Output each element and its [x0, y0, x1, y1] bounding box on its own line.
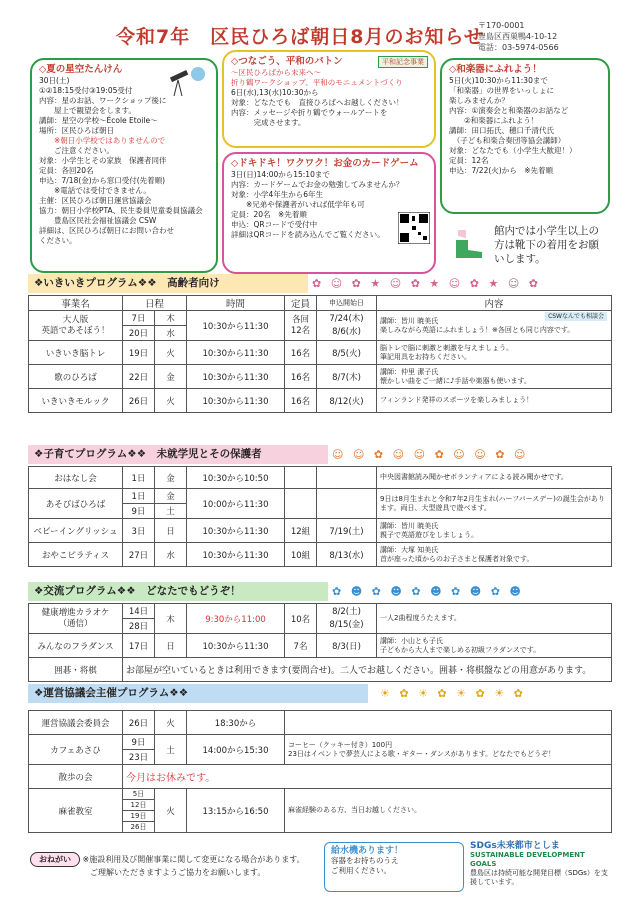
capacity: 10組 — [285, 543, 317, 567]
capacity: 12組 — [285, 519, 317, 543]
capacity: 16名 — [285, 341, 317, 365]
table-row — [29, 467, 612, 489]
event-name: 囲碁・将棋 — [29, 658, 123, 682]
capacity: 16名 — [285, 389, 317, 413]
money-line: 3日(日)14:00から15:10まで — [231, 170, 330, 179]
event-name: みんなのフラダンス — [29, 634, 123, 658]
star-line: 対象：小学生とその家族 保護者同伴 — [39, 156, 167, 165]
day: 12日 — [123, 800, 155, 811]
event-name: いきいきモルック — [29, 389, 123, 413]
event-name: 大人版 英語であそぼう！ — [29, 311, 123, 341]
capacity: 10名 — [285, 604, 317, 634]
day: 1日 — [123, 467, 155, 489]
council-table — [28, 710, 612, 833]
weekday: 日 — [155, 519, 187, 543]
apply-date: 8/2(土) 8/15(金) — [317, 604, 377, 634]
event-desc: 麻雀経験のある方、当日お越しください。 — [285, 789, 612, 833]
star-line: ※電話では受付できません。 — [39, 186, 151, 195]
notice-text-1: ※施設利用及び開催事業に関して変更になる場合があります。 — [82, 855, 305, 864]
sdgs-goals: SUSTAINABLE DEVELOPMENT GOALS — [470, 851, 585, 868]
money-line: 申込：QRコードで受付中 — [231, 220, 318, 229]
peace-tag: 平和記念事業 — [378, 56, 428, 68]
weekday: 水 — [155, 543, 187, 567]
day: 9日 — [123, 735, 155, 750]
section-elder-header: ❖いきいきプログラム❖❖ 高齢者向け — [28, 274, 308, 293]
star-line: 内容：星のお話、ワークショップ後に — [39, 96, 167, 105]
section-kids-header: ❖子育てプログラム❖❖ 未就学児とその保護者 — [28, 445, 328, 464]
capacity: 16名 — [285, 365, 317, 389]
exchange-table — [28, 603, 612, 682]
sdgs-block — [470, 842, 612, 894]
weekday: 日 — [155, 634, 187, 658]
weekday: 水 — [155, 326, 187, 341]
day: 14日 — [123, 604, 155, 619]
event-name: あそびばひろば — [29, 489, 123, 519]
money-line: 対象：小学4年生から6年生 — [231, 190, 324, 199]
event-desc: お部屋が空いているときは利用できます(要問合せ)。二人でお越しください。囲碁・将棋盤などの用意があります。 — [123, 658, 612, 682]
star-line: 30日(土) — [39, 76, 70, 85]
col-header-capacity: 定員 — [285, 296, 317, 311]
weekday: 金 — [155, 365, 187, 389]
time: 10:30から11:30 — [187, 543, 285, 567]
day: 22日 — [123, 365, 155, 389]
time: 10:30から10:50 — [187, 467, 285, 489]
peace-line: 6日(水),13(水)10:30から — [231, 88, 319, 97]
weekday: 火 — [155, 389, 187, 413]
table-row — [29, 543, 612, 567]
footer-notice — [30, 852, 310, 878]
apply-date — [317, 489, 377, 519]
day: 7日 — [123, 311, 155, 326]
star-event-title: ◇夏の星空たんけん — [39, 64, 123, 75]
table-row — [29, 604, 612, 619]
japanese-instruments-details — [449, 76, 601, 176]
qr-code-icon[interactable] — [398, 212, 430, 244]
table-row — [29, 341, 612, 365]
star-line: ご注意ください。 — [39, 146, 114, 155]
peace-event-title: ◇つなごう、平和のバトン — [231, 56, 343, 67]
time: 13:15から16:50 — [187, 789, 285, 833]
time: 18:30から — [187, 711, 285, 735]
elder-table — [28, 295, 612, 413]
table-row — [29, 735, 612, 750]
notice-text-2: ご理解いただきますようご協力をお願いします。 — [82, 868, 266, 877]
kids-table — [28, 466, 612, 567]
time: 10:00から11:30 — [187, 489, 285, 519]
star-line: 定員：各回20名 — [39, 166, 94, 175]
table-row — [29, 389, 612, 413]
jp-line: 講師：田口拓氏、穂口千清代氏 — [449, 126, 554, 135]
weekday: 木 — [155, 604, 187, 634]
jp-line: 定員：12名 — [449, 156, 489, 165]
peace-line: 対象：どなたでも 直接ひろばへお越しください！ — [231, 98, 404, 107]
table-row — [29, 658, 612, 682]
event-name: 散歩の会 — [29, 765, 123, 789]
star-line: ください。 — [39, 236, 77, 245]
event-name: おはなし会 — [29, 467, 123, 489]
money-line: ※兄弟や保護者がいれば低学年も可 — [231, 200, 365, 209]
address: 豊島区西巣鴨4-10-12 — [478, 32, 558, 41]
event-name: 運営協議会委員会 — [29, 711, 123, 735]
day: 28日 — [123, 619, 155, 634]
day: 20日 — [123, 326, 155, 341]
weekday: 火 — [155, 789, 187, 833]
col-header-date: 日程 — [123, 296, 187, 311]
jp-line: ②和楽器にふれよう！ — [449, 116, 539, 125]
peace-event-details — [231, 88, 427, 128]
money-line: 内容：カードゲームでお金の勉強してみませんか？ — [231, 180, 404, 189]
zip-code: 〒170-0001 — [478, 21, 525, 30]
star-line: ①②18:15受付③19:05受付 — [39, 86, 133, 95]
star-line: 主催：区民ひろば朝日運営協議会 — [39, 196, 152, 205]
money-game-title: ◇ドキドキ！ワクワク！お金のカードゲーム — [231, 158, 419, 169]
time: 10:30から11:30 — [187, 365, 285, 389]
star-line: 詳細は、区民ひろば朝日にお問い合わせ — [39, 226, 174, 235]
capacity — [285, 489, 317, 519]
event-desc: 講師：仲里 潔子氏 懐かしい曲をご一緒に♪手話や楽器も使います。 — [377, 365, 612, 389]
col-header-name: 事業名 — [29, 296, 123, 311]
address-block — [478, 20, 559, 53]
event-desc: コーヒー（クッキー付き）100円 23日はイベントで夢芸人による歌・ギター・ダンスがあります。どなたでもどうぞ！ — [285, 735, 612, 765]
event-name: 歌のひろば — [29, 365, 123, 389]
event-name: カフェあさひ — [29, 735, 123, 765]
event-desc: 9日は8月生まれと令和7年2月生まれ(ハーフバースデー)の誕生会があります。両日、大型遊具で遊べます。 — [377, 489, 612, 519]
day: 3日 — [123, 519, 155, 543]
rest-notice: 今月はお休みです。 — [123, 765, 612, 789]
day: 1日 — [123, 489, 155, 504]
event-desc: 講師：皆川 暁美氏 親子で英語遊びをしましょう。 — [377, 519, 612, 543]
event-desc: 講師：小山とも子氏 子どもから大人まで楽しめる初級フラダンスです。 — [377, 634, 612, 658]
day: 27日 — [123, 543, 155, 567]
page-title: 令和7年 区民ひろば朝日8月のお知らせ — [116, 26, 484, 48]
peace-event-box — [222, 50, 436, 148]
day: 17日 — [123, 634, 155, 658]
day: 9日 — [123, 504, 155, 519]
day: 5日 — [123, 789, 155, 800]
jp-line: 申込：7/22(火)から ※先着順 — [449, 166, 553, 175]
telescope-icon — [168, 64, 208, 98]
peace-subtitle: ～区民ひろばから未来へ～ — [231, 68, 321, 77]
event-name: ベビーイングリッシュ — [29, 519, 123, 543]
section-council-header: ❖運営協議会主催プログラム❖❖ — [28, 684, 368, 703]
table-row — [29, 711, 612, 735]
desc-text: 講師：皆川 暁美氏 楽しみながら英語にふれましょう！※各回とも同じ内容です。 — [380, 316, 575, 334]
peace-line: 内容：メッセージや折り鶴でウォールアートを — [231, 108, 388, 117]
event-name: 健康増進カラオケ （通信） — [29, 604, 123, 634]
apply-date — [317, 467, 377, 489]
money-line: 定員：20名 ※先着順 — [231, 210, 307, 219]
apply-date: 7/24(木) 8/6(水) — [317, 311, 377, 341]
phone: 電話：03-5974-0566 — [478, 43, 559, 52]
day: 26日 — [123, 711, 155, 735]
apply-date: 8/3(日) — [317, 634, 377, 658]
apply-date: 7/19(土) — [317, 519, 377, 543]
apply-date: 8/13(水) — [317, 543, 377, 567]
event-name: いきいき脳トレ — [29, 341, 123, 365]
table-row — [29, 365, 612, 389]
decoration-strip: ☀ ✿ ☀ ✿ ☀ ✿ ☀ ✿ — [380, 687, 526, 700]
jp-line: 「和楽器」の世界をいっしょに — [449, 86, 554, 95]
time: 10:30から11:30 — [187, 341, 285, 365]
star-line: 豊島区民社会福祉協議会 CSW — [39, 216, 157, 225]
jp-line: 楽しみませんか？ — [449, 96, 509, 105]
time: 10:30から11:30 — [187, 311, 285, 341]
day: 26日 — [123, 822, 155, 833]
day: 19日 — [123, 811, 155, 822]
time: 9:30から11:00 — [187, 604, 285, 634]
csw-tag: CSWなんでも相談会 — [545, 312, 607, 321]
col-header-content: 内容 — [377, 296, 612, 311]
japanese-instruments-box — [440, 58, 610, 214]
capacity: 7名 — [285, 634, 317, 658]
star-line: 申込：7/18(金)から窓口受付(先着順) — [39, 176, 166, 185]
section-exchange-header: ❖交流プログラム❖❖ どなたでもどうぞ！ — [28, 582, 328, 601]
decoration-strip: ✿ ☻ ✿ ☻ ✿ ☻ ✿ ☻ ✿ ☻ — [332, 585, 524, 598]
apply-date: 8/7(木) — [317, 365, 377, 389]
weekday: 火 — [155, 711, 187, 735]
peace-line: 完成させます。 — [231, 118, 306, 127]
money-line: 詳細はQRコードを読み込んでご覧ください。 — [231, 230, 385, 239]
day: 23日 — [123, 750, 155, 765]
jp-line: 内容：①演奏会と和楽器のお話など — [449, 106, 569, 115]
apply-date: 8/12(火) — [317, 389, 377, 413]
table-row — [29, 519, 612, 543]
notice-badge: おねがい — [30, 852, 80, 867]
jp-line: （子ども和楽合奏団等協会講師） — [449, 136, 566, 145]
decoration-strip: ☺ ☺ ✿ ☺ ☺ ✿ ☺ ☺ ✿ ☺ — [332, 448, 529, 461]
star-line: 場所：区民ひろば朝日 — [39, 126, 114, 135]
event-name: おやこピラティス — [29, 543, 123, 567]
event-name: 麻雀教室 — [29, 789, 123, 833]
event-desc: フィンランド発祥のスポーツを楽しみましょう！ — [377, 389, 612, 413]
col-header-apply: 申込開始日 — [317, 296, 377, 311]
event-desc: 脳トレで脳に刺激と刺激を与えましょう。 筆記用具をお持ちください。 — [377, 341, 612, 365]
weekday: 土 — [155, 735, 187, 765]
table-row — [29, 634, 612, 658]
time: 10:30から11:30 — [187, 634, 285, 658]
weekday: 土 — [155, 504, 187, 519]
star-event-details — [39, 76, 209, 246]
weekday: 金 — [155, 489, 187, 504]
sdgs-title: SDGs未来都市としま — [470, 841, 560, 851]
water-text-1: 容器をお持ちのうえ — [331, 856, 399, 865]
star-line: ※朝日小学校ではありませんので — [39, 136, 166, 145]
decoration-strip: ✿ ☺ ✿ ★ ☺ ✿ ★ ☺ ✿ ★ ☺ ✿ — [312, 277, 541, 290]
capacity: 各回 12名 — [285, 311, 317, 341]
event-desc — [285, 711, 612, 735]
event-desc: 一人2曲程度うたえます。 — [377, 604, 612, 634]
star-line: 講師：星空の学校～École Etoile～ — [39, 116, 158, 125]
table-row — [29, 311, 612, 326]
apply-date: 8/5(火) — [317, 341, 377, 365]
table-row — [29, 789, 612, 800]
col-header-time: 時間 — [187, 296, 285, 311]
socks-notice — [440, 218, 610, 274]
day: 19日 — [123, 341, 155, 365]
time: 14:00から15:30 — [187, 735, 285, 765]
weekday: 木 — [155, 311, 187, 326]
capacity — [285, 467, 317, 489]
japanese-instruments-title: ◇和楽器にふれよう！ — [449, 64, 542, 75]
sdgs-note: 豊島区は持続可能な開発目標（SDGs）を支援しています。 — [470, 869, 608, 886]
weekday: 金 — [155, 467, 187, 489]
jp-line: 5日(火)10:30から11:30まで — [449, 76, 548, 85]
weekday: 火 — [155, 341, 187, 365]
day: 26日 — [123, 389, 155, 413]
jp-line: 対象：どなたでも（小学生大歓迎！） — [449, 146, 577, 155]
event-desc — [377, 311, 612, 341]
peace-subtitle-2: 折り鶴ワークショップ、平和のモニュメントづくり — [231, 78, 403, 87]
socks-notice-text: 館内では小学生以上の方は靴下の着用をお願いします。 — [494, 225, 599, 265]
table-row — [29, 489, 612, 504]
event-desc: 講師：大塚 知美氏 首が座った頃からのお子さまと保護者対象です。 — [377, 543, 612, 567]
star-line: 屋上で観望会をします。 — [39, 106, 136, 115]
water-dispenser-box — [324, 842, 464, 892]
time: 10:30から11:30 — [187, 519, 285, 543]
time: 10:30から11:30 — [187, 389, 285, 413]
star-line: 協力：朝日小学校PTA、民生委員児童委員協議会 — [39, 206, 203, 215]
table-row — [29, 765, 612, 789]
water-text-2: ご利用ください。 — [331, 866, 391, 875]
event-desc: 中央図書館読み聞かせボランティアによる読み聞かせです。 — [377, 467, 612, 489]
shoe-icon — [450, 226, 488, 264]
water-title: 給水機あります！ — [331, 846, 404, 856]
